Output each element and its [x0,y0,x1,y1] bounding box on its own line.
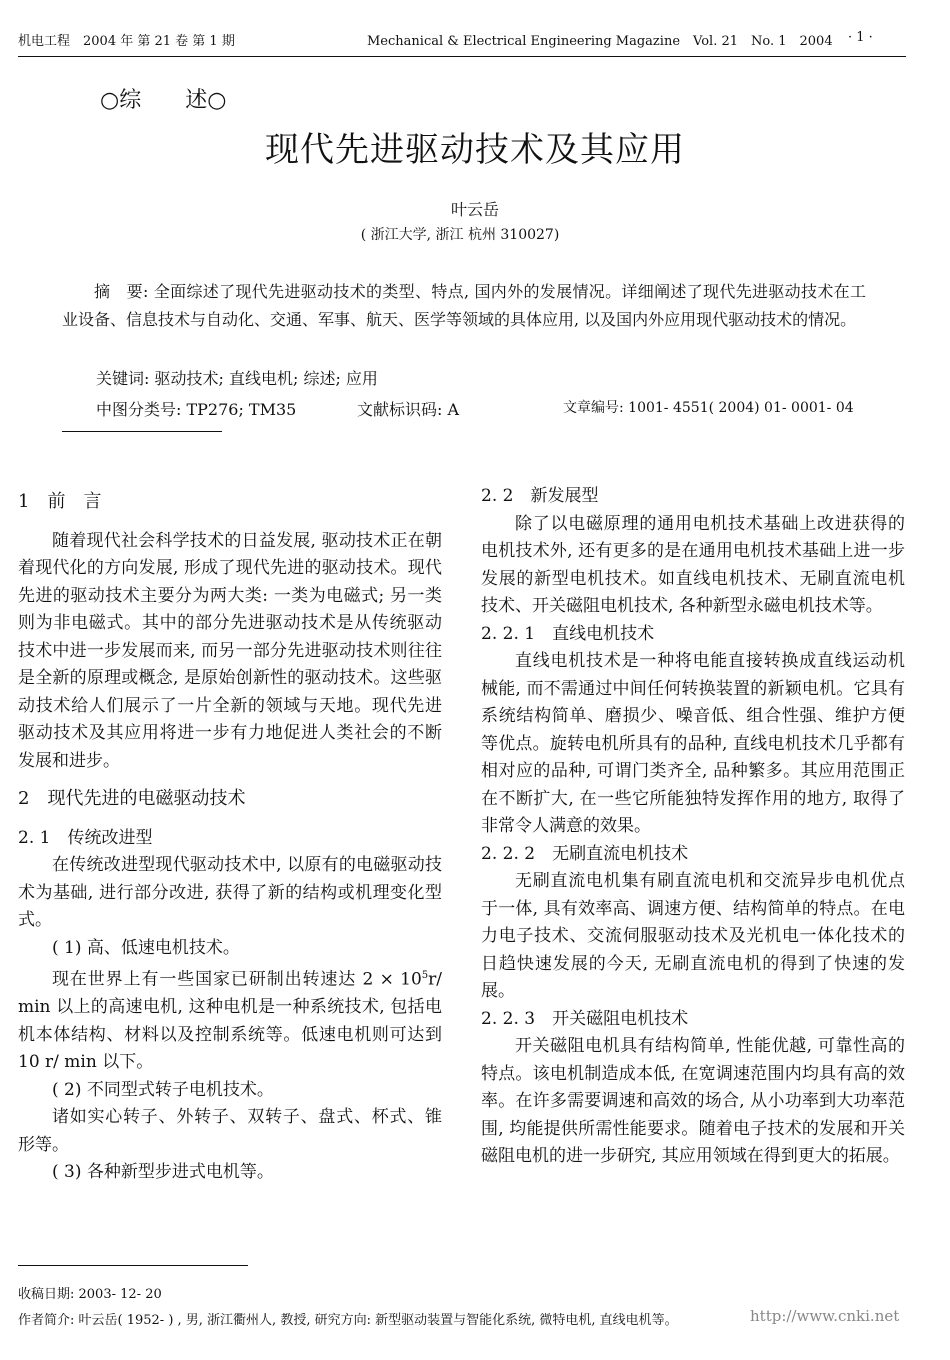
abstract-text: 全面综述了现代先进驱动技术的类型、特点, 国内外的发展情况。详细阐述了现代先进驱动技术在工业设备、信息技术与自动化、交通、军事、航天、医学等领域的具体应用, 以及国内外应用现代驱动技术的情况。 [62,282,866,329]
section-1-heading: 1 前 言 [18,491,102,512]
received-date: 收稿日期: 2003- 12- 20 [18,1287,162,1302]
header-rule [18,56,906,57]
section-2-1-heading: 2. 1 传统改进型 [18,827,153,848]
doc-code: 文献标识码: A [357,400,460,419]
page-number: · 1 · [848,30,873,45]
item-1-text-b: r/ min 以上的高速电机, 这种电机是一种系统技术, 包括电机本体结构、材料以及控制系统等。低速电机则可达到 10 r/ min 以下。 [18,969,442,1073]
section-2-2-heading: 2. 2 新发展型 [481,486,599,506]
right-column [481,483,905,1171]
section-2-1-paragraph: 在传统改进型现代驱动技术中, 以原有的电磁驱动技术为基础, 进行部分改进, 获得了新的结构或机理变化型式。 [18,855,442,930]
cnki-watermark[interactable]: http://www.cnki.net [750,1307,900,1325]
abstract [62,278,866,334]
affiliation: ( 浙江大学, 浙江 杭州 310027) [360,227,560,243]
item-2: ( 2) 不同型式转子电机技术。 [52,1079,274,1100]
keywords-label: 关键词: [96,369,150,388]
abstract-label: 摘 要: [94,282,149,301]
section-2-heading: 2 现代先进的电磁驱动技术 [18,788,246,809]
section-2-2-paragraph: 除了以电磁原理的通用电机技术基础上改进获得的电机技术外, 还有更多的是在通用电机技术基础上进一步发展的新型电机技术。如直线电机技术、无刷直流电机技术、开关磁阻电机技术, 各种新型永磁电机技术等。 [481,513,905,616]
item-2-paragraph: 诸如实心转子、外转子、双转子、盘式、杯式、锥形等。 [18,1107,442,1155]
footnote-rule [18,1265,248,1266]
journal-header-center: Mechanical & Electrical Engineering Magazine Vol. 21 No. 1 2004 [367,34,833,49]
section-2-2-1-paragraph: 直线电机技术是一种将电能直接转换成直线运动机械能, 而不需通过中间任何转换装置的新颖电机。它具有系统结构简单、磨损少、噪音低、组合性强、维护方便等优点。旋转电机所具有的品种, 直线电机技术几乎都有相对应的品种, 可谓门类齐全, 品种繁多。其应用范围正在不断扩大, 在一些它所能独特发挥作用的地方, 取得了非常令人满意的效果。 [481,651,905,836]
journal-header-left: 机电工程 2004 年 第 21 卷 第 1 期 [18,34,235,49]
section-2-2-2-paragraph: 无刷直流电机集有刷直流电机和交流异步电机优点于一体, 具有效率高、调速方便、结构简单的特点。在电力电子技术、交流伺服驱动技术及光机电一体化技术的日趋快速发展的今天, 无刷直流电机的得到了快速的发展。 [481,871,905,1001]
item-3: ( 3) 各种新型步进式电机等。 [52,1162,274,1183]
keywords [96,366,378,389]
item-1-superscript: 5 [421,970,429,981]
section-1-paragraph: 随着现代社会科学技术的日益发展, 驱动技术正在朝着现代化的方向发展, 形成了现代先进的驱动技术。现代先进的驱动技术主要分为两大类: 一类为电磁式; 另一类则为非电磁式。其中的部分先进驱动技术是从传统驱动技术中进一步发展而来, 而另一部分先进驱动技术则往往是全新的原理或概念, 是原始创新性的驱动技术。这些驱动技术给人们展示了一片全新的领域与天地。现代先进驱动技术及其应用将进一步有力地促进人类社会的不断发展和进步。 [18,530,442,771]
item-1-paragraph [18,962,442,1077]
abstract-rule [62,431,222,432]
author-bio: 作者简介: 叶云岳( 1952- ) , 男, 浙江衢州人, 教授, 研究方向: 新型驱动装置与智能化系统, 微特电机, 直线电机等。 [18,1313,678,1328]
section-2-2-3-paragraph: 开关磁阻电机具有结构简单, 性能优越, 可靠性高的特点。该电机制造成本低, 在宽调速范围内均具有高的效率。在许多需要调速和高效的场合, 从小功率到大功率范围, 均能提供所需性能要求。随着电子技术的发展和开关磁阻电机的进一步研究, 其应用领域在得到更大的拓展。 [481,1036,905,1166]
column-tag: ○综 述○ [100,88,227,113]
section-2-2-2-heading: 2. 2. 2 无刷直流电机技术 [481,843,689,864]
page-title: 现代先进驱动技术及其应用 [265,130,685,170]
keywords-text: 驱动技术; 直线电机; 综述; 应用 [154,369,378,388]
item-1-text-a: 现在世界上有一些国家已研制出转速达 2 × 10 [52,969,422,990]
author: 叶云岳 [450,200,499,219]
section-2-2-3-heading: 2. 2. 3 开关磁阻电机技术 [481,1008,689,1029]
item-1: ( 1) 高、低速电机技术。 [52,937,240,958]
clc-number: 中图分类号: TP276; TM35 [96,400,297,419]
article-number: 文章编号: 1001- 4551( 2004) 01- 0001- 04 [563,400,854,416]
section-2-2-1-heading: 2. 2. 1 直线电机技术 [481,623,655,644]
left-column [18,488,442,1187]
